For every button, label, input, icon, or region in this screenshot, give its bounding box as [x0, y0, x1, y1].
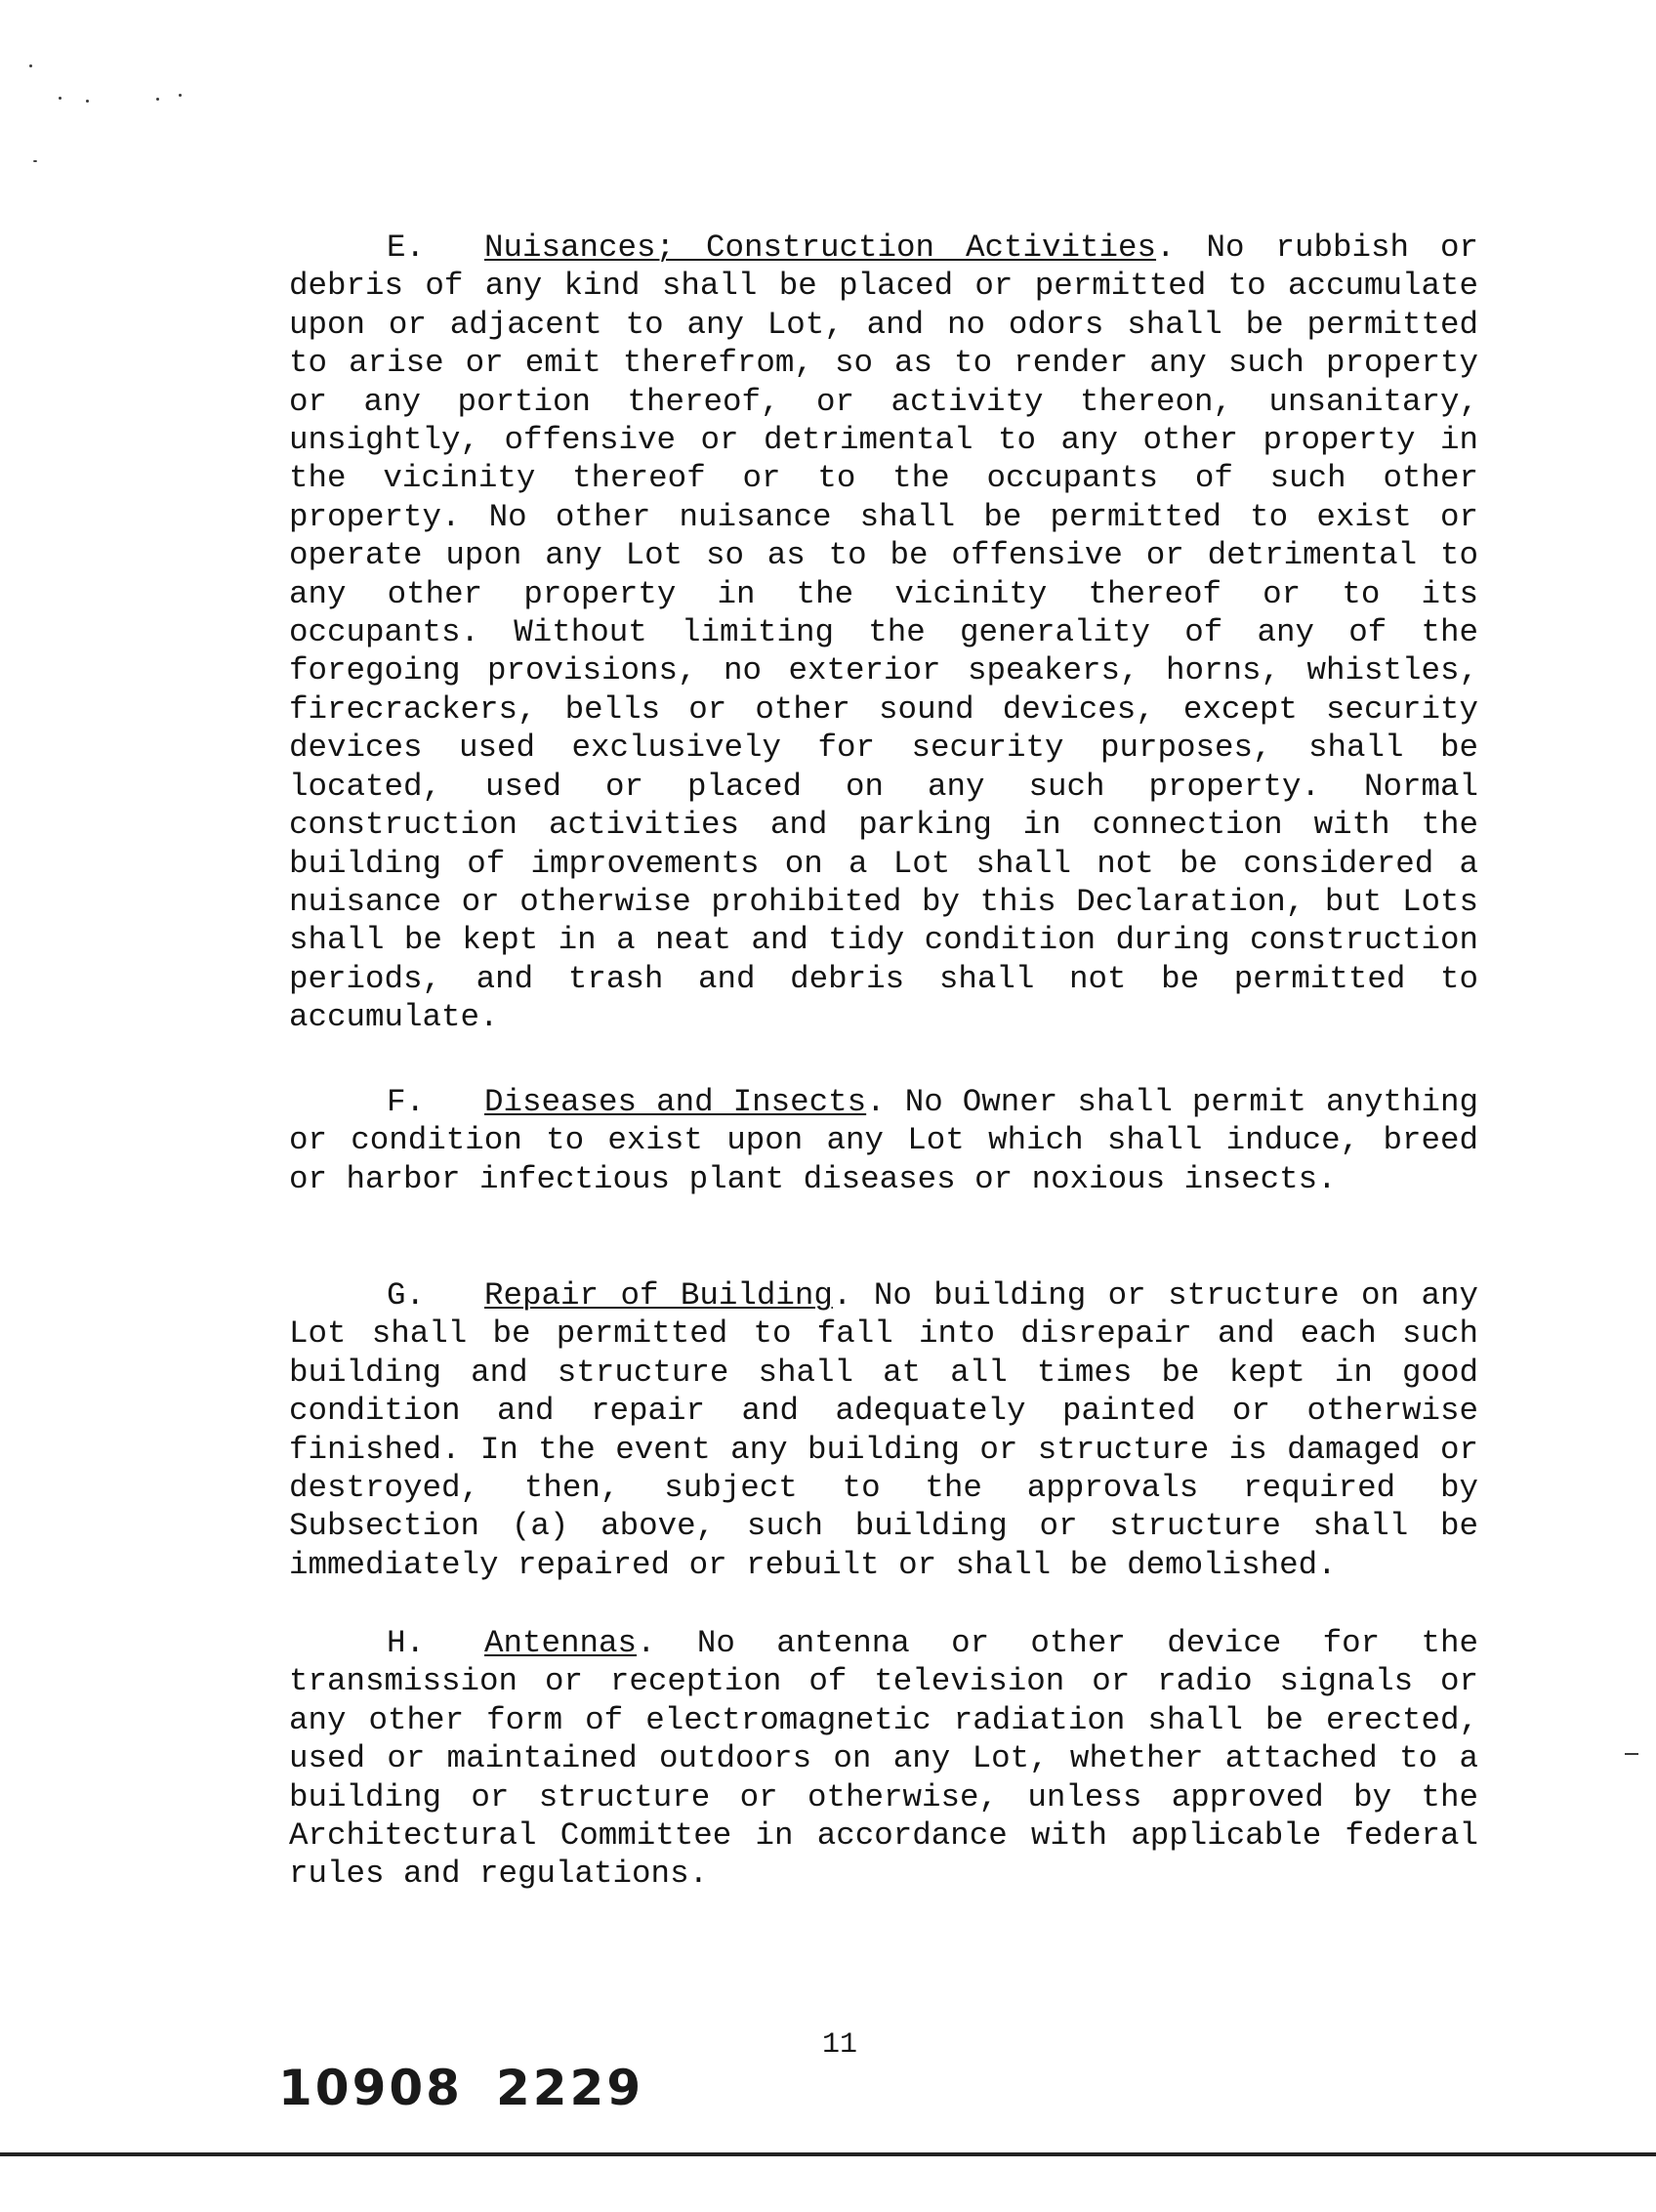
book-number: 10908 [278, 2060, 463, 2116]
section-heading: Antennas [484, 1625, 638, 1661]
section-body: . No building or structure on any Lot shall be permitted to fall into disrepair and each such building and structure shall at all times be kept in good condition and repair and adequately painted or otherwise finished. In the event any building or structure is damaged or destroyed, then, subject to the approvals required by Subsection (a) above, such building or structure shall be immediately repaired or rebuilt or shall be demolished. [289, 1277, 1478, 1583]
scan-speck [86, 100, 89, 103]
scan-speck [156, 98, 159, 101]
scan-speck [179, 94, 182, 97]
bottom-rule [0, 2152, 1656, 2156]
book-page-number: 2229 [495, 2060, 644, 2116]
section-repair-of-building [289, 1276, 1478, 1584]
section-letter: G. [387, 1277, 426, 1314]
section-letter: E. [387, 230, 426, 266]
scan-speck [59, 97, 62, 100]
section-letter: H. [387, 1625, 426, 1661]
section-letter: F. [387, 1084, 426, 1120]
scan-speck [29, 64, 32, 67]
section-nuisances [289, 229, 1478, 1037]
section-heading: Nuisances; Construction Activities [484, 230, 1157, 266]
section-heading: Repair of Building [484, 1277, 833, 1314]
section-body: . No rubbish or debris of any kind shall be placed or permitted to accumulate upon or adjacent to any Lot, and no odors shall be permitted to arise or emit therefrom, so as to render any such property or any portion thereof, or activity thereon, unsanitary, unsightly, offensive or detrimental to any other property in the vicinity thereof or to the occupants of such other property. No other nuisance shall be permitted to exist or operate upon any Lot so as to be offensive or detrimental to any other property in the vicinity thereof or to its occupants. Without limiting the generality of any of the foregoing provisions, no exterior speakers, horns, whistles, firecrackers, bells or other sound devices, except security devices used exclusively for security purposes, shall be located, used or placed on any such property. Normal construction activities and parking in connection with the building of improvements on a Lot shall not be considered a nuisance or otherwise prohibited by this Declaration, but Lots shall be kept in a neat and tidy condition during construction periods, and trash and debris shall not be permitted to accumulate. [289, 230, 1478, 1036]
scan-speck [1625, 1753, 1638, 1755]
scan-speck [33, 160, 37, 162]
section-diseases-insects [289, 1083, 1478, 1198]
book-page-stamp [278, 2059, 643, 2117]
section-heading: Diseases and Insects [484, 1084, 867, 1120]
section-antennas [289, 1624, 1478, 1894]
section-body: . No antenna or other device for the transmission or reception of television or radio signals or any other form of electromagnetic radiation shall be erected, used or maintained outdoors on any Lot, whether attached to a building or structure or otherwise, unless approved by the Architectural Committee in accordance with applicable federal rules and regulations. [289, 1625, 1478, 1893]
page-number: 11 [822, 2028, 858, 2062]
section-body: . No Owner shall permit anything or condition to exist upon any Lot which shall induce, breed or harbor infectious plant diseases or noxious insects. [289, 1084, 1478, 1197]
